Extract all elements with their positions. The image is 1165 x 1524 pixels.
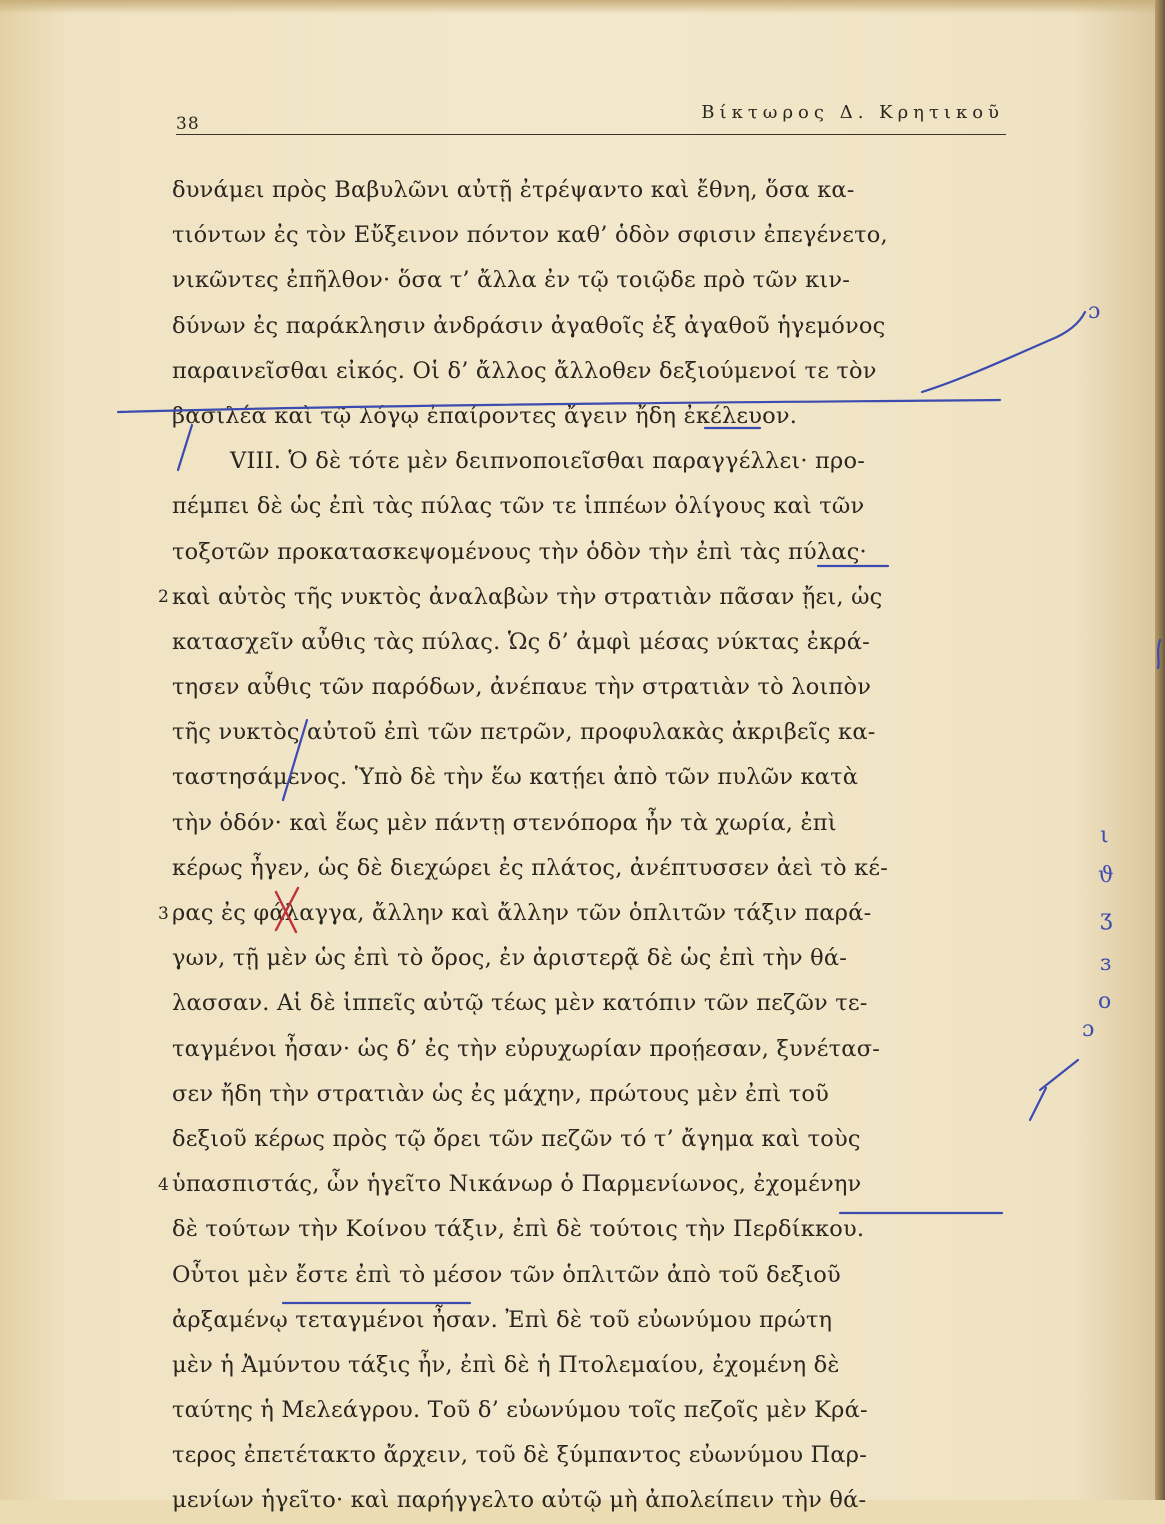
text-line: δυνάμει πρὸς Βαβυλῶνι αὐτῇ ἐτρέψαντο καὶ ἔθνη, ὅσα κα- [172, 177, 855, 203]
blue-margin-mark: ϑ [1098, 863, 1114, 888]
text-line: τιόντων ἐς τὸν Εὔξεινον πόντον καθ’ ὁδὸν σφισιν ἐπεγένετο, [172, 222, 888, 249]
text-line: κέρως ἦγεν, ὡς δὲ διεχώρει ἐς πλάτος, ἀνέπτυσσεν ἀεὶ τὸ κέ- [172, 854, 889, 881]
page-binding-edge [1155, 0, 1165, 1500]
section-number: 2 [158, 587, 169, 607]
text-line: παραινεῖσθαι εἰκός. Οἱ δ’ ἄλλος ἄλλοθεν δεξιούμενοί τε τὸν [172, 357, 877, 384]
blue-margin-mark: ι [1100, 823, 1109, 848]
running-head: Βίκτωρος Δ. Κρητικοῦ [701, 102, 1004, 123]
text-line: νικῶντες ἐπῆλθον· ὅσα τ’ ἄλλα ἐν τῷ τοιῷδε πρὸ τῶν κιν- [172, 267, 851, 294]
text-line: καὶ αὐτὸς τῆς νυκτὸς ἀναλαβὼν τὴν στρατιὰν πᾶσαν ᾔει, ὡς [172, 583, 883, 610]
text-line: μὲν ἡ Ἀμύντου τάξις ἦν, ἐπὶ δὲ ἡ Πτολεμαίου, ἐχομένη δὲ [172, 1351, 840, 1378]
text-line: ταγμένοι ἦσαν· ὡς δ’ ἐς τὴν εὐρυχωρίαν προῄεσαν, ξυνέτασ- [172, 1035, 881, 1062]
text-line: δὲ τούτων τὴν Κοίνου τάξιν, ἐπὶ δὲ τούτοις τὴν Περδίκκου. [172, 1216, 865, 1243]
text-line: ἀρξαμένῳ τεταγμένοι ἦσαν. Ἐπὶ δὲ τοῦ εὐωνύμου πρώτη [172, 1306, 833, 1333]
text-line: τῆς νυκτὸς αὐτοῦ ἐπὶ τῶν πετρῶν, προφυλακὰς ἀκριβεῖς κα- [172, 719, 876, 746]
text-line: ταστησάμενος. Ὑπὸ δὲ τὴν ἕω κατῄει ἀπὸ τῶν πυλῶν κατὰ [172, 764, 859, 791]
text-line: βασιλέα καὶ τῷ λόγῳ ἐπαίροντες ἄγειν ἤδη ἐκέλευον. [172, 402, 798, 429]
greek-text-body [172, 168, 1022, 1524]
text-line: ταύτης ἡ Μελεάγρου. Τοῦ δ’ εὐωνύμου τοῖς πεζοῖς μὲν Κρά- [172, 1397, 868, 1424]
text-line: δεξιοῦ κέρως πρὸς τῷ ὄρει τῶν πεζῶν τό τ’ ἄγημα καὶ τοὺς [172, 1125, 861, 1152]
text-line: μενίων ἡγεῖτο· καὶ παρήγγελτο αὐτῷ μὴ ἀπολείπειν τὴν θά- [172, 1487, 867, 1514]
text-line: τοξοτῶν προκατασκεψομένους τὴν ὁδὸν τὴν ἐπὶ τὰς πύλας· [172, 538, 867, 565]
section-number: 4 [158, 1175, 169, 1195]
text-line: Οὗτοι μὲν ἔστε ἐπὶ τὸ μέσον τῶν ὁπλιτῶν ἀπὸ τοῦ δεξιοῦ [172, 1261, 841, 1288]
text-line: τερος ἐπετέτακτο ἄρχειν, τοῦ δὲ ξύμπαντος εὐωνύμου Παρ- [172, 1442, 867, 1469]
page-header [176, 100, 1006, 135]
blue-margin-scribble [1030, 1060, 1078, 1120]
blue-margin-mark: ɔ [1082, 1017, 1095, 1042]
text-line: κατασχεῖν αὖθις τὰς πύλας. Ὡς δ’ ἀμφὶ μέσας νύκτας ἐκρά- [172, 628, 870, 655]
blue-margin-mark: ο [1098, 989, 1112, 1014]
text-line: πέμπει δὲ ὡς ἐπὶ τὰς πύλας τῶν τε ἱππέων ὀλίγους καὶ τῶν [172, 493, 865, 520]
page-number: 38 [176, 114, 200, 134]
section-number: 3 [158, 904, 169, 924]
text-line: λασσαν. Αἱ δὲ ἱππεῖς αὐτῷ τέως μὲν κατόπιν τῶν πεζῶν τε- [172, 990, 868, 1017]
text-line: τησεν αὖθις τῶν παρόδων, ἀνέπαυε τὴν στρατιὰν τὸ λοιπὸν [172, 674, 872, 701]
blue-margin-mark: ɔ [1088, 299, 1101, 324]
text-line: δύνων ἐς παράκλησιν ἀνδράσιν ἀγαθοῖς ἐξ ἀγαθοῦ ἡγεμόνος [172, 312, 886, 339]
blue-margin-mark: ʒ [1100, 906, 1113, 931]
text-line: γων, τῇ μὲν ὡς ἐπὶ τὸ ὄρος, ἐν ἀριστερᾷ δὲ ὡς ἐπὶ τὴν θά- [172, 945, 848, 972]
text-line: τὴν ὁδόν· καὶ ἕως μὲν πάντῃ στενόπορα ἦν τὰ χωρία, ἐπὶ [172, 809, 837, 836]
text-line: σεν ἤδη τὴν στρατιὰν ὡς ἐς μάχην, πρώτους μὲν ἐπὶ τοῦ [172, 1080, 830, 1107]
blue-margin-mark: ɜ [1100, 951, 1112, 976]
text-line: ρας ἐς φάλαγγα, ἄλλην καὶ ἄλλην τῶν ὁπλιτῶν τάξιν παρά- [172, 900, 872, 926]
chapter-heading-line: VIII. Ὁ δὲ τότε μὲν δειπνοποιεῖσθαι παραγγέλλει· προ- [230, 448, 866, 475]
text-line: ὑπασπιστάς, ὧν ἡγεῖτο Νικάνωρ ὁ Παρμενίωνος, ἐχομένην [172, 1171, 862, 1198]
page-top-edge [0, 0, 1165, 14]
